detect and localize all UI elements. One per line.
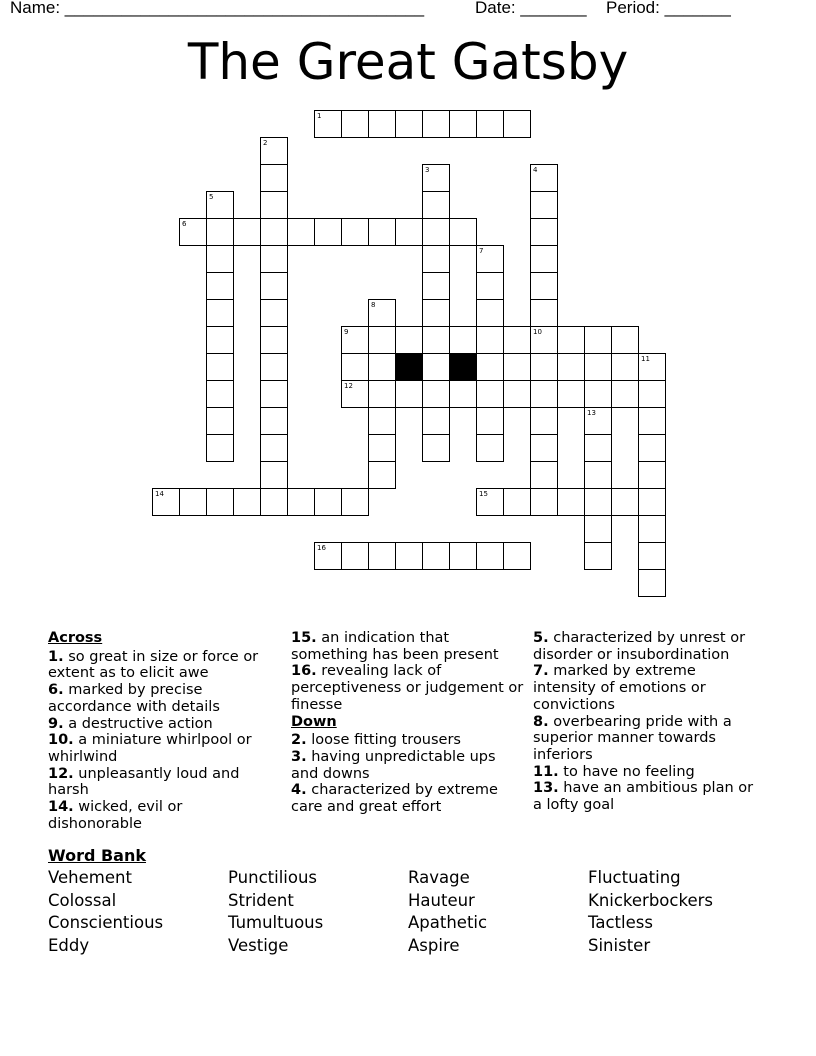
grid-cell[interactable] (422, 245, 450, 273)
clue-text: marked by precise accordance with details (48, 682, 220, 715)
clue-item (291, 782, 527, 815)
clue-text: have an ambitious plan or a lofty goal (533, 780, 754, 814)
grid-cell[interactable] (530, 407, 558, 435)
clue-number: 10. (48, 732, 74, 749)
clue-number-1: 1 (317, 112, 322, 120)
clue-text: wicked, evil or dishonorable (48, 799, 183, 832)
grid-cell[interactable] (368, 110, 396, 138)
grid-cell[interactable] (638, 569, 666, 597)
grid-cell[interactable] (260, 164, 288, 192)
grid-cell[interactable] (503, 380, 531, 408)
grid-cell[interactable] (503, 542, 531, 570)
grid-cell[interactable] (260, 299, 288, 327)
grid-cell[interactable] (422, 110, 450, 138)
grid-cell[interactable] (476, 434, 504, 462)
grid-cell[interactable] (260, 326, 288, 354)
grid-cell[interactable] (206, 488, 234, 516)
clues-column-3 (533, 630, 763, 814)
word-bank-item: Knickerbockers (588, 890, 713, 910)
clue-number-3: 3 (425, 166, 430, 174)
clue-text: loose fitting trousers (306, 732, 461, 749)
grid-cell[interactable] (557, 380, 585, 408)
grid-cell[interactable] (611, 353, 639, 381)
grid-cell[interactable] (584, 434, 612, 462)
grid-cell[interactable] (503, 488, 531, 516)
grid-cell[interactable] (233, 218, 261, 246)
clue-number: 14. (48, 799, 74, 816)
clue-item (533, 663, 763, 713)
grid-cell[interactable] (638, 380, 666, 408)
period-field[interactable]: Period: _______ (606, 0, 731, 17)
clue-item (533, 630, 763, 663)
grid-cell[interactable] (368, 326, 396, 354)
grid-cell[interactable] (530, 272, 558, 300)
clue-text: a destructive action (63, 715, 213, 732)
grid-cell[interactable] (449, 218, 477, 246)
grid-cell[interactable] (422, 542, 450, 570)
grid-cell[interactable] (287, 488, 315, 516)
grid-cell[interactable] (611, 488, 639, 516)
grid-cell[interactable] (476, 326, 504, 354)
clue-text: characterized by unrest or disorder or insubordination (533, 630, 746, 663)
clue-number: 2. (291, 732, 307, 749)
grid-cell[interactable] (368, 542, 396, 570)
clues-column-1 (48, 630, 276, 832)
grid-cell[interactable] (206, 245, 234, 273)
grid-cell[interactable] (368, 353, 396, 381)
grid-cell[interactable] (530, 434, 558, 462)
clue-number: 5. (533, 630, 549, 646)
grid-cell[interactable] (476, 353, 504, 381)
grid-cell[interactable] (530, 245, 558, 273)
clue-item (533, 780, 763, 813)
grid-cell[interactable] (422, 380, 450, 408)
grid-cell[interactable] (368, 380, 396, 408)
grid-cell[interactable] (341, 110, 369, 138)
grid-cell[interactable] (179, 488, 207, 516)
grid-cell[interactable] (422, 191, 450, 219)
grid-cell[interactable] (260, 353, 288, 381)
grid-cell[interactable] (341, 353, 369, 381)
clue-text: a miniature whirlpool or whirlwind (48, 732, 252, 765)
clue-text: characterized by extreme care and great effort (291, 782, 498, 816)
grid-cell[interactable] (314, 488, 342, 516)
clue-number-12: 12 (344, 382, 353, 390)
grid-cell[interactable] (611, 326, 639, 354)
word-bank-item: Conscientious (48, 913, 164, 933)
grid-cell[interactable] (341, 488, 369, 516)
clue-item (48, 766, 276, 799)
grid-cell[interactable] (476, 380, 504, 408)
clue-item (291, 663, 527, 713)
clue-item (291, 732, 527, 749)
grid-cell[interactable] (233, 488, 261, 516)
clue-number: 9. (48, 715, 64, 732)
grid-cell[interactable] (368, 461, 396, 489)
grid-cell[interactable] (584, 326, 612, 354)
clue-number-14: 14 (155, 490, 164, 498)
grid-cell[interactable] (638, 461, 666, 489)
grid-cell[interactable] (368, 434, 396, 462)
grid-cell[interactable] (395, 542, 423, 570)
word-bank-heading: Word Bank (48, 846, 147, 865)
clue-number: 12. (48, 765, 74, 782)
grid-cell[interactable] (638, 488, 666, 516)
clues-column-2 (291, 630, 527, 816)
grid-cell[interactable] (584, 380, 612, 408)
grid-cell[interactable] (287, 218, 315, 246)
word-bank-item: Colossal (48, 890, 117, 910)
grid-cell[interactable] (206, 299, 234, 327)
clue-number: 8. (533, 713, 549, 730)
grid-cell[interactable] (476, 299, 504, 327)
clue-item (48, 649, 276, 682)
word-bank-item: Aspire (408, 935, 460, 955)
grid-cell[interactable] (422, 299, 450, 327)
grid-cell[interactable] (206, 326, 234, 354)
grid-cell[interactable] (476, 110, 504, 138)
grid-cell[interactable] (638, 434, 666, 462)
clue-number-13: 13 (587, 409, 596, 417)
grid-cell[interactable] (422, 353, 450, 381)
grid-cell[interactable] (206, 380, 234, 408)
grid-cell[interactable] (206, 407, 234, 435)
grid-cell[interactable] (638, 542, 666, 570)
grid-cell[interactable] (341, 542, 369, 570)
clue-number: 1. (48, 648, 64, 665)
grid-cell[interactable] (530, 380, 558, 408)
grid-cell[interactable] (206, 218, 234, 246)
grid-cell[interactable] (557, 326, 585, 354)
clue-number: 15. (291, 630, 317, 646)
clue-item (48, 682, 276, 715)
grid-cell[interactable] (260, 272, 288, 300)
clue-text: so great in size or force or extent as to elicit awe (48, 648, 259, 682)
word-bank-item: Strident (228, 890, 294, 910)
word-bank-item: Apathetic (408, 913, 488, 933)
clue-number: 13. (533, 780, 559, 797)
grid-cell[interactable] (395, 326, 423, 354)
grid-cell[interactable] (260, 488, 288, 516)
black-cell (449, 353, 477, 381)
grid-cell[interactable] (638, 407, 666, 435)
clue-number-9: 9 (344, 328, 349, 336)
clue-number: 16. (291, 663, 317, 680)
clue-text: marked by extreme intensity of emotions or convictions (533, 663, 706, 713)
grid-cell[interactable] (260, 407, 288, 435)
word-bank-item: Tactless (588, 913, 653, 933)
grid-cell[interactable] (422, 434, 450, 462)
grid-cell[interactable] (422, 326, 450, 354)
clue-number-11: 11 (641, 355, 650, 363)
grid-cell[interactable] (557, 488, 585, 516)
grid-cell[interactable] (530, 299, 558, 327)
grid-cell[interactable] (584, 515, 612, 543)
grid-cell[interactable] (260, 218, 288, 246)
grid-cell[interactable] (260, 380, 288, 408)
clue-number-4: 4 (533, 166, 538, 174)
grid-cell[interactable] (530, 191, 558, 219)
grid-cell[interactable] (476, 542, 504, 570)
clue-item (533, 764, 763, 781)
grid-cell[interactable] (449, 326, 477, 354)
clue-item (291, 630, 527, 663)
grid-cell[interactable] (557, 353, 585, 381)
clue-number-7: 7 (479, 247, 484, 255)
grid-cell[interactable] (530, 488, 558, 516)
clue-number-16: 16 (317, 544, 326, 552)
grid-cell[interactable] (476, 407, 504, 435)
clue-number-8: 8 (371, 301, 376, 309)
clue-text: overbearing pride with a superior manner towards inferiors (533, 713, 732, 763)
word-bank-item: Tumultuous (228, 913, 324, 933)
clue-item (533, 714, 763, 764)
clue-text: revealing lack of perceptiveness or judgement or finesse (291, 663, 524, 713)
clue-number: 7. (533, 663, 549, 680)
grid-cell[interactable] (395, 380, 423, 408)
clue-heading-down: Down (291, 713, 337, 730)
word-bank-item: Fluctuating (588, 868, 681, 887)
grid-cell[interactable] (584, 353, 612, 381)
clue-number-5: 5 (209, 193, 214, 201)
grid-cell[interactable] (206, 353, 234, 381)
word-bank-item: Vehement (48, 868, 132, 887)
clue-number: 4. (291, 782, 307, 799)
word-bank-item: Hauteur (408, 890, 475, 910)
clue-text: to have no feeling (558, 763, 695, 780)
word-bank-item: Sinister (588, 935, 651, 955)
black-cell (395, 353, 423, 381)
grid-cell[interactable] (206, 272, 234, 300)
grid-cell[interactable] (422, 407, 450, 435)
grid-cell[interactable] (368, 218, 396, 246)
grid-cell[interactable] (341, 218, 369, 246)
grid-cell[interactable] (584, 542, 612, 570)
word-bank-item: Eddy (48, 935, 90, 955)
grid-cell[interactable] (260, 245, 288, 273)
page-title: The Great Gatsby (187, 33, 629, 91)
grid-cell[interactable] (260, 191, 288, 219)
grid-cell[interactable] (584, 488, 612, 516)
grid-cell[interactable] (449, 380, 477, 408)
clue-heading-across: Across (48, 630, 103, 646)
date-field[interactable]: Date: _______ (475, 0, 587, 17)
word-bank-item: Vestige (228, 935, 289, 955)
name-field[interactable]: Name: ______________________________________ (10, 0, 425, 17)
grid-cell[interactable] (503, 110, 531, 138)
clue-number: 11. (533, 763, 559, 780)
grid-cell[interactable] (476, 272, 504, 300)
clue-number: 3. (291, 748, 307, 765)
clue-item (48, 799, 276, 832)
clue-number-2: 2 (263, 139, 268, 147)
clue-item (48, 732, 276, 765)
grid-cell[interactable] (368, 407, 396, 435)
word-bank-item: Ravage (408, 868, 470, 887)
clue-item (48, 716, 276, 733)
grid-cell[interactable] (422, 218, 450, 246)
clue-text: unpleasantly loud and harsh (48, 765, 240, 799)
clue-item (291, 749, 527, 782)
grid-cell[interactable] (449, 110, 477, 138)
clue-number-15: 15 (479, 490, 488, 498)
grid-cell[interactable] (584, 461, 612, 489)
grid-cell[interactable] (638, 515, 666, 543)
grid-cell[interactable] (449, 542, 477, 570)
clue-number-6: 6 (182, 220, 187, 228)
clue-text: having unpredictable ups and downs (291, 748, 496, 782)
clue-text: an indication that something has been present (291, 630, 499, 663)
grid-cell[interactable] (314, 218, 342, 246)
grid-cell[interactable] (611, 380, 639, 408)
grid-cell[interactable] (530, 461, 558, 489)
grid-cell[interactable] (206, 434, 234, 462)
grid-cell[interactable] (260, 461, 288, 489)
grid-cell[interactable] (503, 326, 531, 354)
grid-cell[interactable] (395, 218, 423, 246)
word-bank-item: Punctilious (228, 868, 318, 887)
grid-cell[interactable] (260, 434, 288, 462)
grid-cell[interactable] (395, 110, 423, 138)
grid-cell[interactable] (422, 272, 450, 300)
grid-cell[interactable] (530, 353, 558, 381)
clue-number-10: 10 (533, 328, 542, 336)
clue-number: 6. (48, 682, 64, 699)
grid-cell[interactable] (530, 218, 558, 246)
